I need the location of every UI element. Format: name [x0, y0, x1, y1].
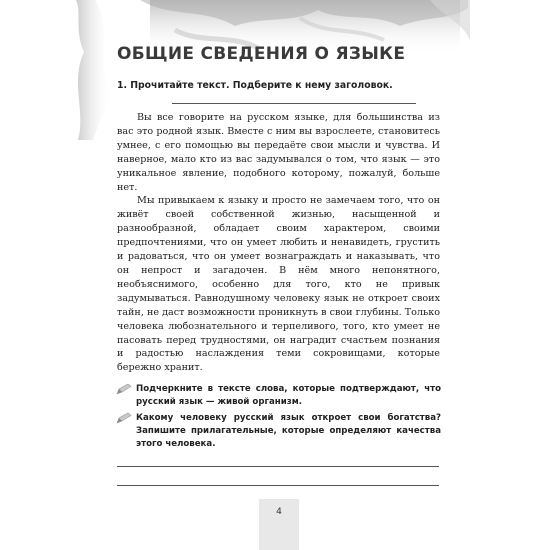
- pencil-icon: [116, 412, 132, 424]
- title-answer-line[interactable]: [172, 103, 416, 104]
- answer-line-2[interactable]: [117, 485, 439, 486]
- task-3: [136, 412, 441, 451]
- task-2: [136, 383, 441, 409]
- task-1-prompt: 1. Прочитайте текст. Подберите к нему заголовок.: [117, 80, 393, 91]
- page-number: 4: [276, 507, 282, 517]
- pencil-icon: [116, 383, 132, 395]
- task-3-text: Какому человеку русский язык откроет свои богатства? Запишите прилагательные, которые определяют качества этого человека.: [136, 413, 441, 449]
- paragraph-2: Мы привыкаем к языку и просто не замечаем того, что он живёт своей собственной жизнью, насыщенной и разнообразной, обладает своим характером, своими предпочтениями, что он умеет любить и ненавидеть, грустить и радоваться, что он умеет вознаграждать и наказывать, что он непрост и загадочен. В нём много непонятного, необъяснимого, особенно для того, кто не привык задумываться. Равнодушному человеку язык не откроет своих тайн, не даст возможности проникнуть в свои глубины. Только человека любознательного и терпеливого, того, кто умеет не пасовать перед трудностями, он наградит счастьем познания и радостью наслаждения теми сокровищами, которые бережно хранит.: [117, 195, 440, 374]
- section-title: ОБЩИЕ СВЕДЕНИЯ О ЯЗЫКЕ: [117, 44, 406, 64]
- page-number-tab: [259, 499, 299, 550]
- answer-line-1[interactable]: [117, 466, 439, 467]
- task-2-text: Подчеркните в тексте слова, которые подтверждают, что русский язык — живой организм.: [136, 384, 441, 407]
- paragraph-1: Вы все говорите на русском языке, для большинства из вас это родной язык. Вместе с ним вы взрослеете, становитесь умнее, с его помощью вы передаёте свои мысли и чувства. И наверное, мало кто из вас задумывался о том, что язык — это уникальное явление, подобного которому, пожалуй, больше нет.: [117, 112, 440, 193]
- reading-text: [117, 111, 440, 375]
